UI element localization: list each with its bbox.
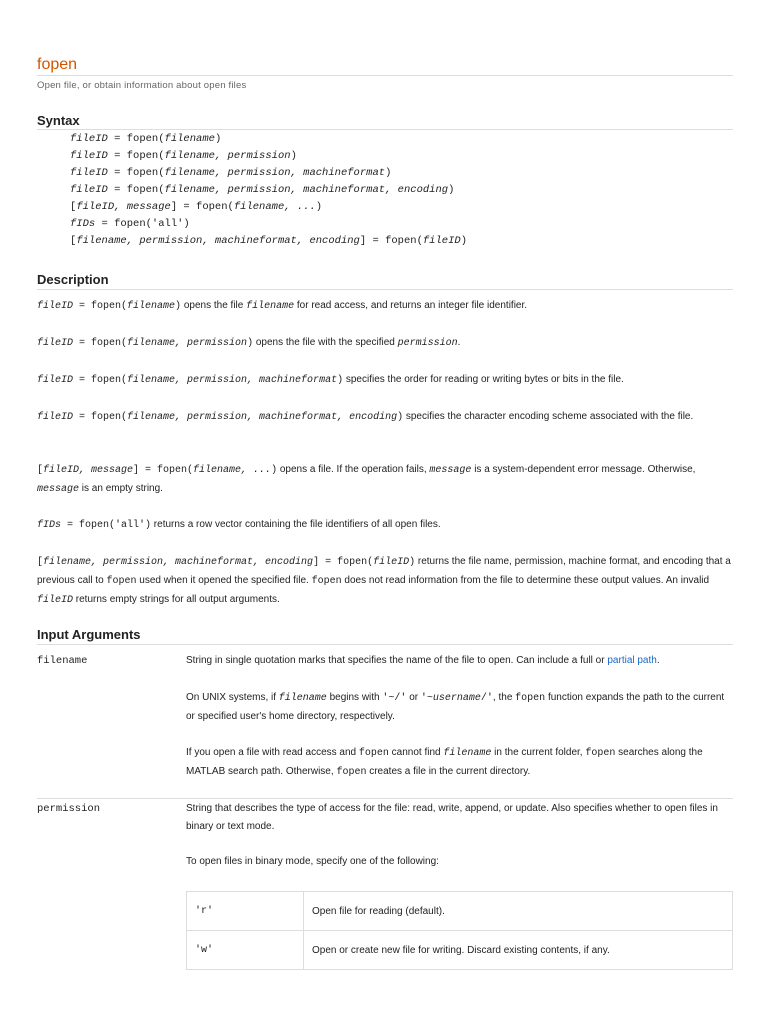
description-divider <box>37 289 733 290</box>
description-paragraph: fileID = fopen(filename, permission, machineformat) specifies the order for reading or writing bytes or bits in the file. <box>37 374 624 386</box>
description-heading: Description <box>37 272 109 287</box>
permission-table <box>186 891 733 970</box>
description-paragraph: fileID = fopen(filename, permission) opens the file with the specified permission. <box>37 337 461 349</box>
partial-path-link[interactable]: partial path <box>607 655 657 666</box>
permission-description: Open or create new file for writing. Discard existing contents, if any. <box>304 931 733 970</box>
permission-code: 'r' <box>187 892 304 931</box>
description-paragraph: fIDs = fopen('all') returns a row vector containing the file identifiers of all open files. <box>37 519 441 531</box>
argument-divider <box>37 798 733 799</box>
syntax-line: fileID = fopen(filename) <box>70 133 222 145</box>
syntax-line: fileID = fopen(filename, permission, machineformat) <box>70 167 392 179</box>
input-arguments-heading: Input Arguments <box>37 627 141 642</box>
description-paragraph: fileID = fopen(filename, permission, machineformat, encoding) specifies the character encoding scheme associated with the file. <box>37 411 694 423</box>
syntax-divider <box>37 129 733 130</box>
argument-filename-description: String in single quotation marks that specifies the name of the file to open. Can include a full or partial path. <box>186 655 660 666</box>
argument-name-filename: filename <box>37 655 88 667</box>
input-arguments-divider <box>37 644 733 645</box>
syntax-line: [filename, permission, machineformat, encoding] = fopen(fileID) <box>70 235 467 247</box>
argument-filename-search-note: If you open a file with read access and fopen cannot find filename in the current folder, fopen searches along the MATLAB search path. Otherwise, fopen creates a file in the current directory. <box>186 747 703 778</box>
syntax-heading: Syntax <box>37 113 80 128</box>
description-paragraph: fileID = fopen(filename) opens the file filename for read access, and returns an integer file identifier. <box>37 300 528 312</box>
argument-filename-unix-note: On UNIX systems, if filename begins with '~/' or '~username/', the fopen function expands the path to the current or specified user's home directory, respectively. <box>186 692 725 722</box>
argument-permission-binary-note: To open files in binary mode, specify one of the following: <box>186 856 439 867</box>
syntax-line: fileID = fopen(filename, permission) <box>70 150 297 162</box>
argument-name-permission: permission <box>37 803 101 815</box>
syntax-line: fIDs = fopen('all') <box>70 218 190 230</box>
description-paragraph: [fileID, message] = fopen(filename, ...) opens a file. If the operation fails, message is a system-dependent error message. Otherwise, message is an empty string. <box>37 464 696 495</box>
argument-permission-description: String that describes the type of access for the file: read, write, append, or update. Also specifies whether to open files in binary or text mode. <box>186 803 718 832</box>
page-title: fopen <box>37 56 78 73</box>
permission-description: Open file for reading (default). <box>304 892 733 931</box>
syntax-line: [fileID, message] = fopen(filename, ...) <box>70 201 323 213</box>
page-subtitle: Open file, or obtain information about open files <box>37 80 247 91</box>
title-divider <box>37 75 733 76</box>
syntax-line: fileID = fopen(filename, permission, machineformat, encoding) <box>70 184 455 196</box>
description-paragraph: [filename, permission, machineformat, encoding] = fopen(fileID) returns the file name, permission, machine format, and encoding that a previous call to fopen used when it opened the specified file. fopen does not read information from the file to determine these output values. An invalid fileID returns empty strings for all output arguments. <box>37 556 731 606</box>
table-row <box>187 892 733 931</box>
permission-code: 'w' <box>187 931 304 970</box>
table-row <box>187 931 733 970</box>
